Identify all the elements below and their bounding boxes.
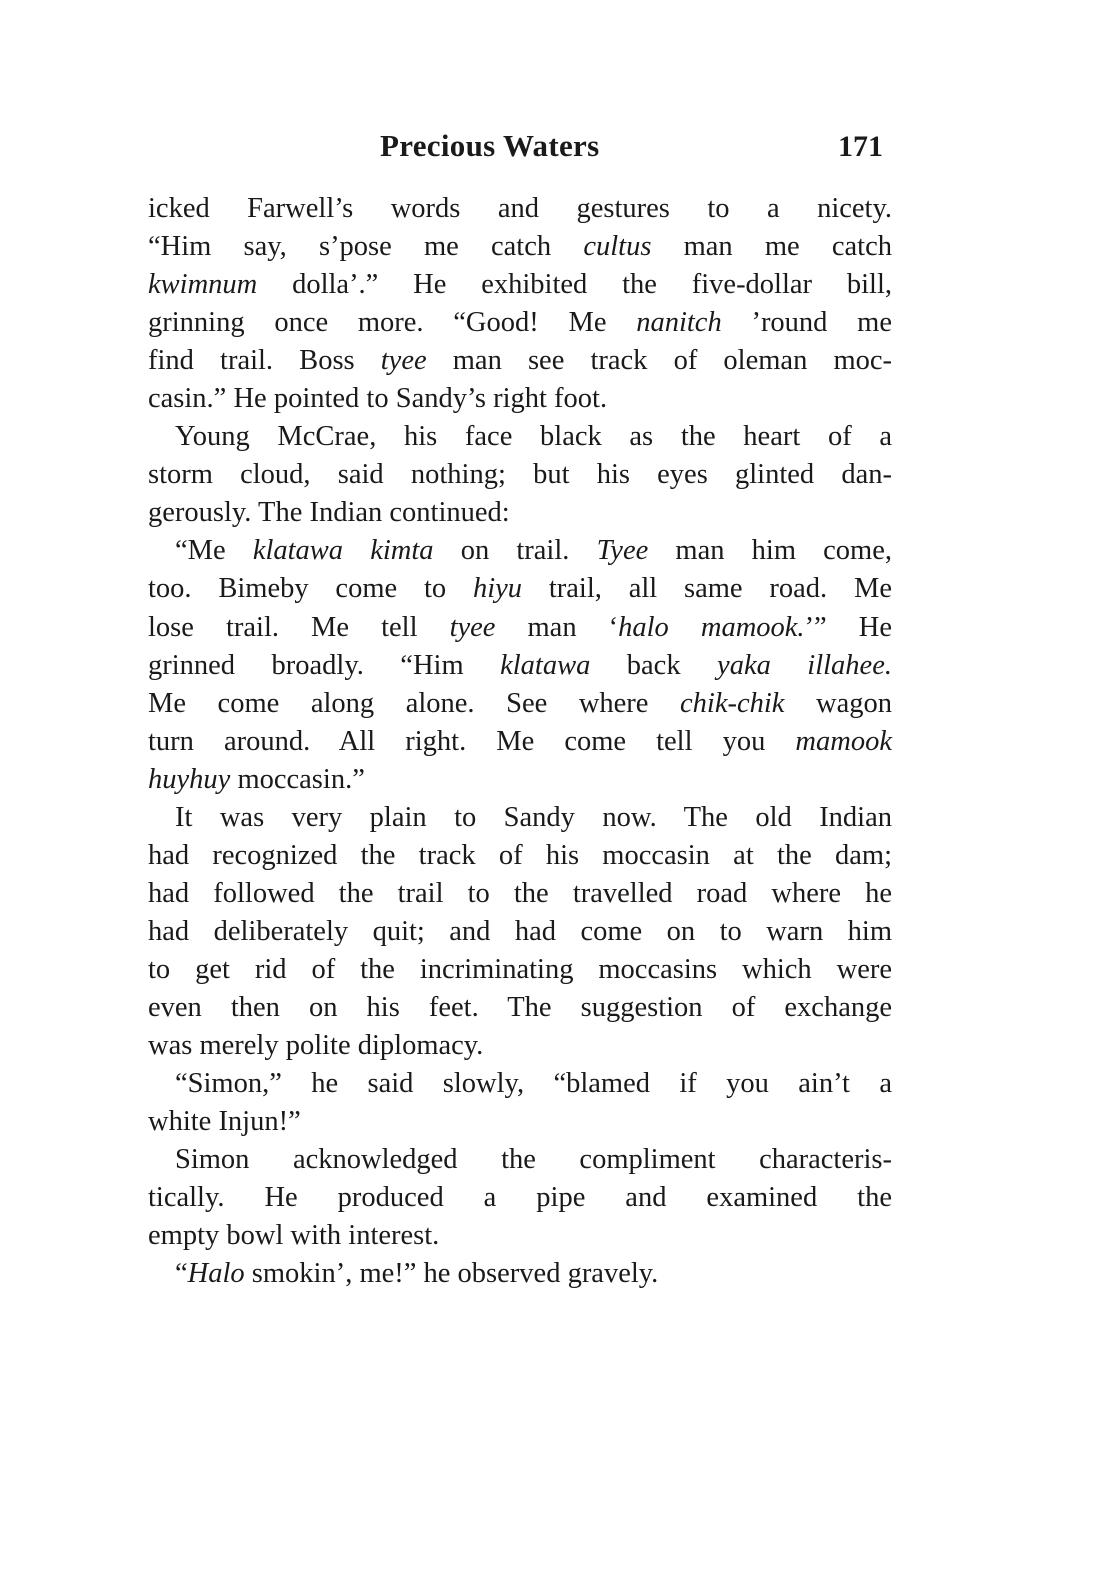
text-segment: “Simon,” he said slowly, “blamed if you ain’t a [175,1068,892,1100]
text-segment: man me catch [651,231,892,263]
text-segment: moccasin.” [230,763,365,795]
text-line [148,723,892,761]
italic-text: klatawa kimta [252,535,434,567]
text-line [148,913,892,951]
text-line [148,951,892,989]
text-line [148,494,892,532]
text-line [148,228,892,266]
text-segment: Simon acknowledged the compliment characteris- [175,1144,892,1176]
text-segment: grinned broadly. “Him [148,649,501,681]
text-segment: too. Bimeby come to [148,573,473,605]
text-segment: ’” He [804,611,892,643]
text-line [148,989,892,1027]
text-line [148,380,892,418]
text-segment: wagon [784,687,892,719]
text-segment: had deliberately quit; and had come on to warn him [148,915,892,947]
text-line [148,875,892,913]
text-line [148,1179,892,1217]
text-line [148,685,892,723]
italic-text: hiyu [472,573,523,605]
italic-text: klatawa [500,649,591,681]
text-segment: find trail. Boss [148,345,381,377]
text-line [148,266,892,304]
text-segment: ’round me [721,307,892,339]
text-line [148,1217,892,1255]
text-segment: empty bowl with interest. [148,1220,440,1252]
text-segment: to get rid of the incriminating moccasins which were [148,953,892,985]
running-head-title: Precious Waters [380,128,600,163]
italic-text: kwimnum [148,269,258,301]
italic-text: mamook [795,725,892,757]
body-text [148,190,892,1293]
italic-text: yaka illahee. [717,649,892,681]
text-segment: gerously. The Indian continued: [148,497,510,529]
italic-text: chik-chik [680,687,785,719]
italic-text: halo mamook. [618,611,805,643]
text-segment: trail, all same road. Me [522,573,892,605]
text-line [148,570,892,608]
text-line [148,342,892,380]
text-line [148,304,892,342]
text-segment: “Me [175,535,253,567]
text-line [148,609,892,647]
text-segment: “Him say, s’pose me catch [148,231,584,263]
text-line [148,799,892,837]
text-line [148,456,892,494]
text-line [148,1141,892,1179]
text-segment: had recognized the track of his moccasin at the dam; [148,839,892,871]
text-segment: had followed the trail to the travelled road where he [148,877,892,909]
page-number: 171 [838,130,883,163]
italic-text: tyee [380,345,427,377]
text-segment: tically. He produced a pipe and examined the [148,1182,892,1214]
text-segment: storm cloud, said nothing; but his eyes glinted dan- [148,459,892,491]
text-segment: white Injun!” [148,1106,301,1138]
text-line [148,418,892,456]
text-segment: on trail. [433,535,597,567]
text-segment: Me come along alone. See where [148,687,681,719]
text-line [148,1103,892,1141]
text-segment: smokin’, me!” he observed gravely. [244,1258,659,1290]
text-segment: man see track of oleman moc- [426,345,893,377]
italic-text: tyee [449,611,496,643]
italic-text: cultus [583,231,652,263]
text-segment: “ [175,1258,188,1290]
italic-text: huyhuy [148,763,231,795]
text-segment: casin.” He pointed to Sandy’s right foot. [148,383,608,415]
text-line [148,190,892,228]
text-line [148,837,892,875]
text-segment: turn around. All right. Me come tell you [148,725,796,757]
text-segment: It was very plain to Sandy now. The old Indian [175,801,892,833]
text-segment: Young McCrae, his face black as the heart of a [175,421,892,453]
italic-text: nanitch [636,307,722,339]
italic-text: Tyee [596,535,649,567]
text-line [148,532,892,570]
text-segment: was merely polite diplomacy. [148,1030,484,1062]
text-segment: lose trail. Me tell [148,611,450,643]
text-segment: man him come, [648,535,892,567]
text-line [148,1027,892,1065]
text-line [148,647,892,685]
text-line [148,1255,892,1293]
text-segment: man ‘ [495,611,619,643]
text-segment: even then on his feet. The suggestion of exchange [148,991,892,1023]
text-segment: icked Farwell’s words and gestures to a nicety. [148,193,892,224]
text-segment: back [590,649,718,681]
text-segment: dolla’.” He exhibited the five-dollar bill, [257,269,892,301]
text-segment: grinning once more. “Good! Me [148,307,637,339]
italic-text: Halo [187,1258,245,1290]
text-line [148,1065,892,1103]
text-line [148,761,892,799]
